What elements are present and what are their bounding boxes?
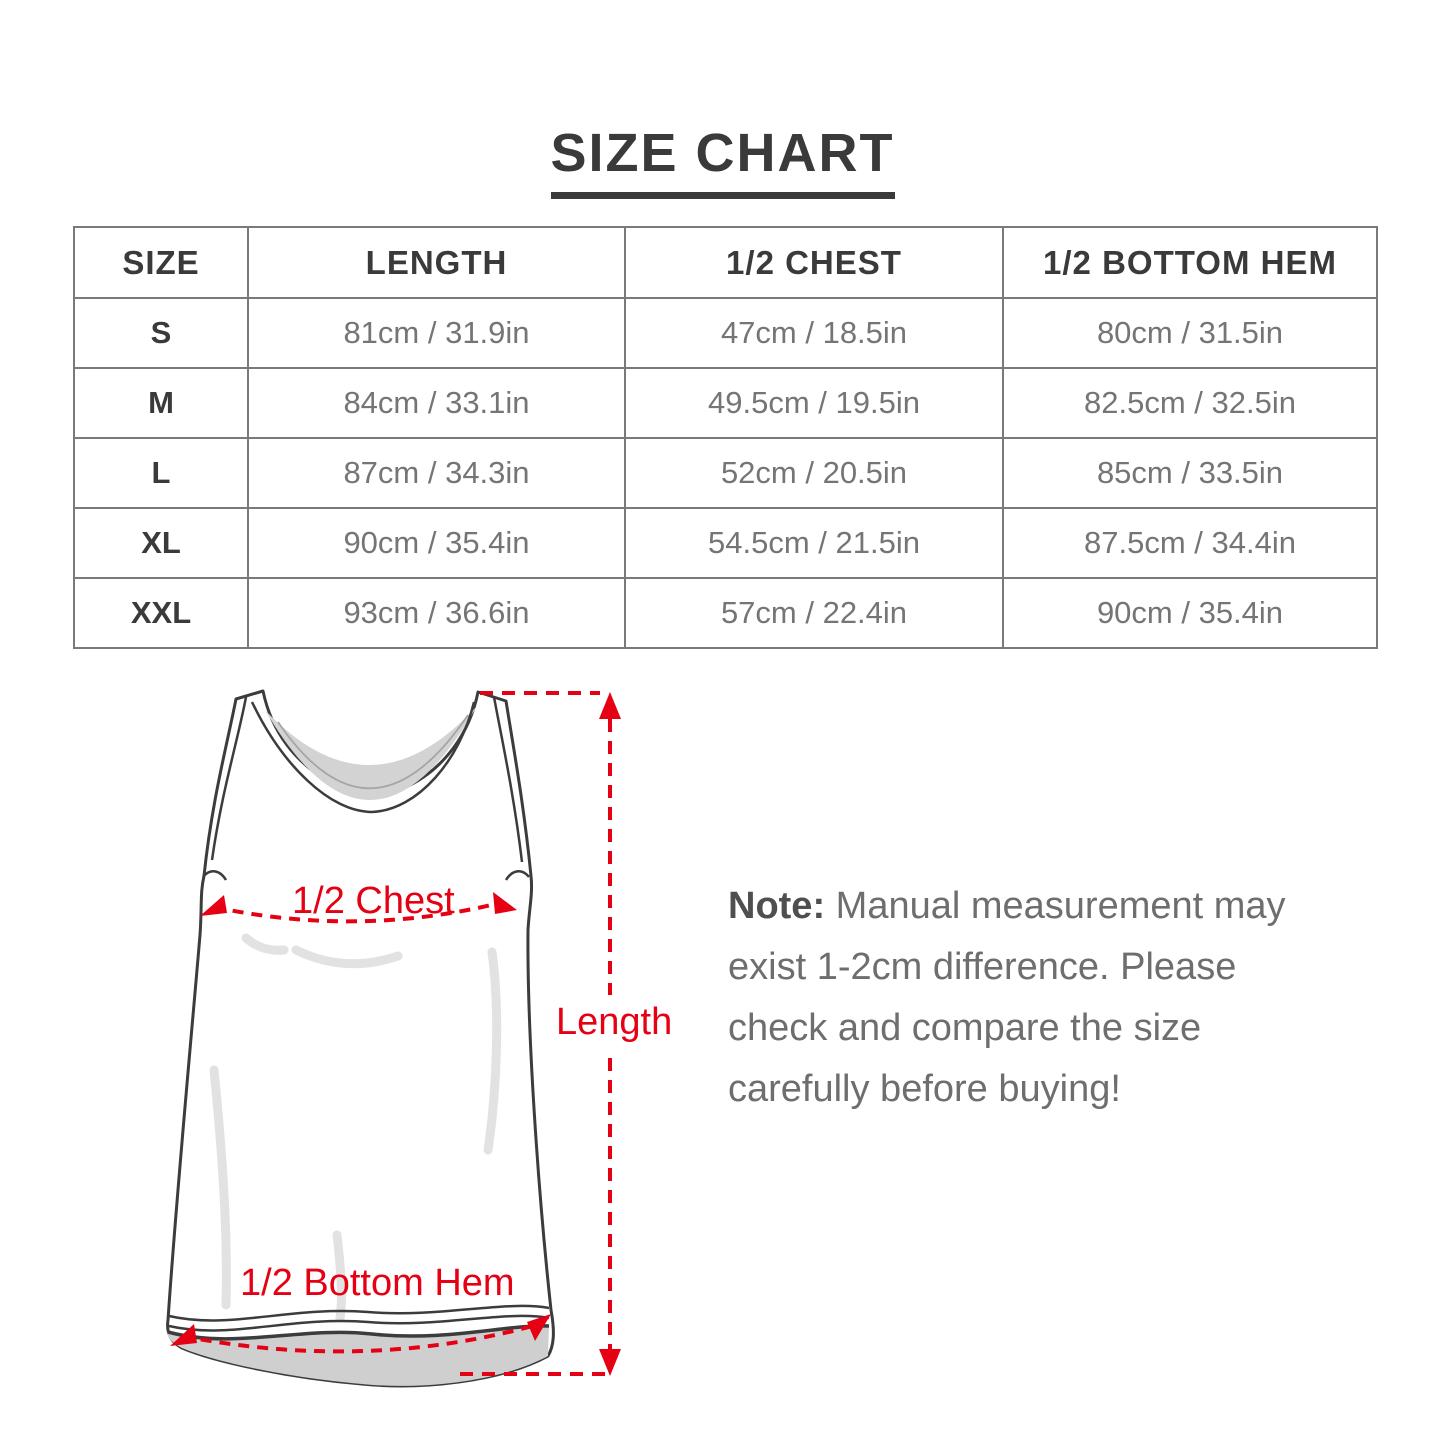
table-row-xl xyxy=(74,508,1377,578)
bottom-hem-measure-label: 1/2 Bottom Hem xyxy=(240,1262,515,1304)
cell-hem: 90cm / 35.4in xyxy=(1003,578,1377,648)
table-row-l xyxy=(74,438,1377,508)
header-half-bottom-hem: 1/2 BOTTOM HEM xyxy=(1003,227,1377,298)
table-row-xxl xyxy=(74,578,1377,648)
cell-chest: 49.5cm / 19.5in xyxy=(625,368,1003,438)
note-paragraph xyxy=(728,876,1286,1120)
cell-chest: 52cm / 20.5in xyxy=(625,438,1003,508)
length-measure-label: Length xyxy=(556,1001,673,1043)
cell-hem: 82.5cm / 32.5in xyxy=(1003,368,1377,438)
cell-chest: 57cm / 22.4in xyxy=(625,578,1003,648)
arrow-down-icon xyxy=(599,1349,621,1376)
note-text: Manual measurement may xyxy=(835,885,1286,927)
page-title: SIZE CHART xyxy=(551,122,895,199)
note-line: exist 1-2cm difference. Please xyxy=(728,946,1237,988)
cell-hem: 87.5cm / 34.4in xyxy=(1003,508,1377,578)
garment-measurement-diagram xyxy=(130,670,730,1445)
cell-size: S xyxy=(74,298,248,368)
header-length: LENGTH xyxy=(248,227,625,298)
cell-size: XL xyxy=(74,508,248,578)
cell-chest: 54.5cm / 21.5in xyxy=(625,508,1003,578)
cell-hem: 85cm / 33.5in xyxy=(1003,438,1377,508)
cell-chest: 47cm / 18.5in xyxy=(625,298,1003,368)
note-label: Note: xyxy=(728,885,826,927)
table-header-row xyxy=(74,227,1377,298)
chest-measure-label: 1/2 Chest xyxy=(292,880,455,922)
cell-length: 93cm / 36.6in xyxy=(248,578,625,648)
cell-length: 84cm / 33.1in xyxy=(248,368,625,438)
table-row-s xyxy=(74,298,1377,368)
header-half-chest: 1/2 CHEST xyxy=(625,227,1003,298)
note-line: check and compare the size xyxy=(728,1007,1202,1049)
note-line xyxy=(728,876,1286,937)
size-table xyxy=(73,226,1378,649)
arrow-up-icon xyxy=(599,692,621,719)
table-row-m xyxy=(74,368,1377,438)
header-size: SIZE xyxy=(74,227,248,298)
tank-dress-illustration xyxy=(130,670,730,1445)
note-line: carefully before buying! xyxy=(728,1068,1121,1110)
cell-size: M xyxy=(74,368,248,438)
cell-length: 87cm / 34.3in xyxy=(248,438,625,508)
cell-size: L xyxy=(74,438,248,508)
cell-length: 90cm / 35.4in xyxy=(248,508,625,578)
cell-size: XXL xyxy=(74,578,248,648)
cell-hem: 80cm / 31.5in xyxy=(1003,298,1377,368)
cell-length: 81cm / 31.9in xyxy=(248,298,625,368)
